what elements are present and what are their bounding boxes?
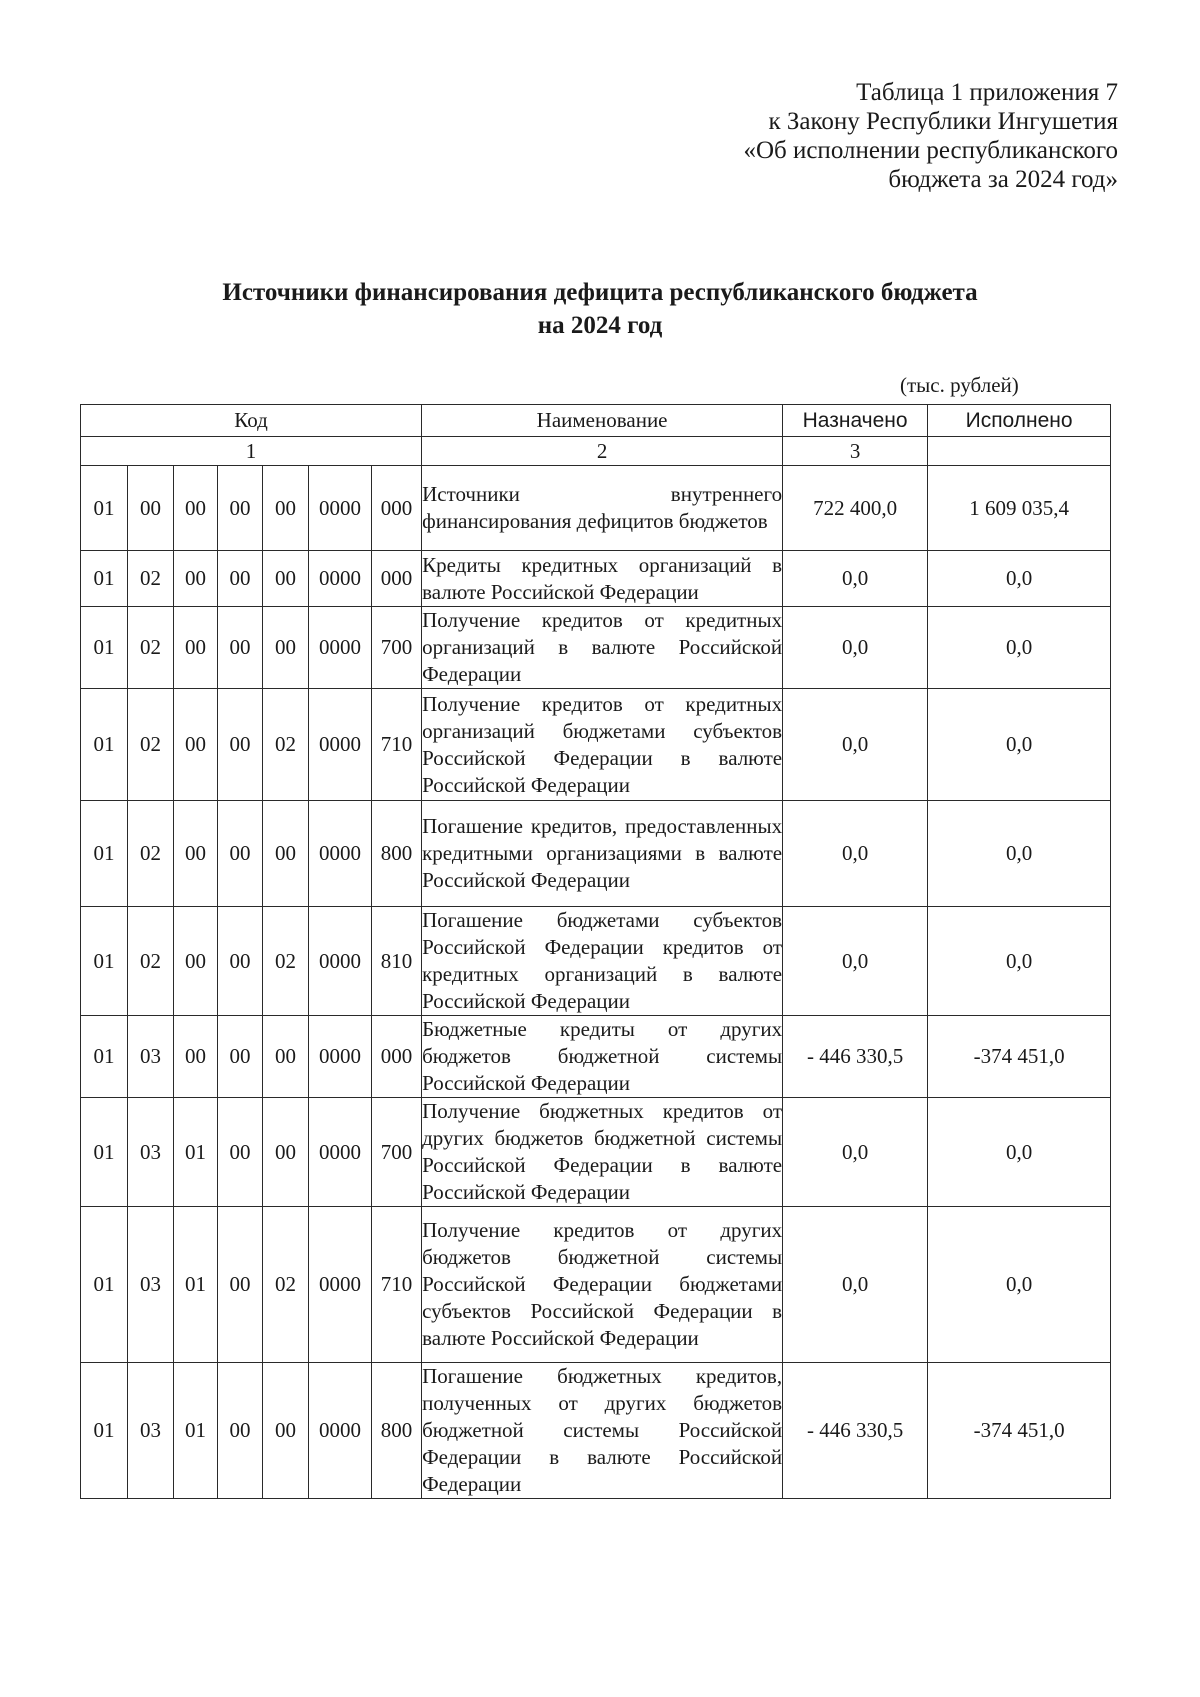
table-row	[81, 1207, 1111, 1363]
row-executed-value: 0,0	[928, 907, 1111, 1016]
code-segment-3: 00	[174, 907, 218, 1016]
code-segment-4: 00	[218, 1016, 263, 1098]
code-segment-4: 00	[218, 801, 263, 907]
row-name: Погашение кредитов, предоставленных кредитными организациями в валюте Российской Федерации	[422, 801, 783, 907]
column-number-planned: 3	[783, 437, 928, 466]
code-segment-1: 01	[81, 907, 128, 1016]
row-name: Получение кредитов от других бюджетов бюджетной системы Российской Федерации бюджетами субъектов Российской Федерации в валюте Российской Федерации	[422, 1207, 783, 1363]
row-planned-value: - 446 330,5	[783, 1363, 928, 1499]
code-segment-6: 0000	[309, 907, 372, 1016]
table-row	[81, 1098, 1111, 1207]
code-segment-7: 000	[372, 1016, 422, 1098]
code-segment-3: 00	[174, 1016, 218, 1098]
table-header-row	[81, 405, 1111, 437]
code-segment-6: 0000	[309, 1207, 372, 1363]
code-segment-1: 01	[81, 1098, 128, 1207]
row-name: Источники внутреннего финансирования дефицитов бюджетов	[422, 466, 783, 551]
column-number-row	[81, 437, 1111, 466]
row-executed-value: 0,0	[928, 551, 1111, 607]
header-planned: Назначено	[783, 405, 928, 437]
document-title-line-1: Источники финансирования дефицита республиканского бюджета	[222, 279, 978, 306]
code-segment-5: 00	[263, 551, 309, 607]
code-segment-6: 0000	[309, 607, 372, 689]
code-segment-1: 01	[81, 1363, 128, 1499]
table-row	[81, 907, 1111, 1016]
row-executed-value: 0,0	[928, 801, 1111, 907]
code-segment-6: 0000	[309, 1016, 372, 1098]
appendix-header-line-1: Таблица 1 приложения 7	[856, 79, 1118, 106]
row-executed-value: -374 451,0	[928, 1016, 1111, 1098]
table-row	[81, 1363, 1111, 1499]
financing-sources-table	[80, 404, 1111, 1499]
column-number-name: 2	[422, 437, 783, 466]
code-segment-2: 02	[128, 907, 174, 1016]
code-segment-5: 00	[263, 466, 309, 551]
code-segment-3: 00	[174, 689, 218, 801]
row-planned-value: 0,0	[783, 551, 928, 607]
code-segment-1: 01	[81, 466, 128, 551]
table-row	[81, 801, 1111, 907]
code-segment-3: 00	[174, 551, 218, 607]
code-segment-7: 810	[372, 907, 422, 1016]
code-segment-6: 0000	[309, 689, 372, 801]
row-planned-value: 0,0	[783, 801, 928, 907]
table-body	[81, 466, 1111, 1499]
code-segment-3: 00	[174, 466, 218, 551]
code-segment-4: 00	[218, 551, 263, 607]
header-name: Наименование	[422, 405, 783, 437]
code-segment-6: 0000	[309, 1363, 372, 1499]
code-segment-7: 700	[372, 607, 422, 689]
code-segment-6: 0000	[309, 551, 372, 607]
code-segment-2: 00	[128, 466, 174, 551]
table-row	[81, 466, 1111, 551]
row-planned-value: 0,0	[783, 907, 928, 1016]
code-segment-5: 02	[263, 907, 309, 1016]
row-executed-value: 0,0	[928, 1207, 1111, 1363]
code-segment-6: 0000	[309, 1098, 372, 1207]
code-segment-7: 800	[372, 801, 422, 907]
code-segment-4: 00	[218, 1098, 263, 1207]
row-planned-value: 0,0	[783, 1098, 928, 1207]
code-segment-7: 000	[372, 551, 422, 607]
row-name: Получение кредитов от кредитных организаций бюджетами субъектов Российской Федерации в валюте Российской Федерации	[422, 689, 783, 801]
table-row	[81, 689, 1111, 801]
row-name: Получение бюджетных кредитов от других бюджетов бюджетной системы Российской Федерации в валюте Российской Федерации	[422, 1098, 783, 1207]
code-segment-4: 00	[218, 689, 263, 801]
code-segment-7: 700	[372, 1098, 422, 1207]
code-segment-4: 00	[218, 1363, 263, 1499]
code-segment-1: 01	[81, 801, 128, 907]
header-code: Код	[81, 405, 422, 437]
header-executed: Исполнено	[928, 405, 1111, 437]
code-segment-2: 03	[128, 1363, 174, 1499]
document-title-line-2: на 2024 год	[537, 312, 663, 339]
document-title	[0, 276, 1200, 342]
code-segment-6: 0000	[309, 801, 372, 907]
code-segment-6: 0000	[309, 466, 372, 551]
code-segment-1: 01	[81, 1016, 128, 1098]
code-segment-2: 02	[128, 551, 174, 607]
code-segment-1: 01	[81, 607, 128, 689]
appendix-header-line-2: к Закону Республики Ингушетия	[768, 108, 1118, 135]
table-row	[81, 1016, 1111, 1098]
code-segment-5: 02	[263, 1207, 309, 1363]
code-segment-2: 02	[128, 689, 174, 801]
row-executed-value: 1 609 035,4	[928, 466, 1111, 551]
code-segment-5: 00	[263, 1098, 309, 1207]
row-name: Погашение бюджетами субъектов Российской Федерации кредитов от кредитных организаций в валюте Российской Федерации	[422, 907, 783, 1016]
code-segment-3: 00	[174, 801, 218, 907]
code-segment-4: 00	[218, 907, 263, 1016]
code-segment-5: 00	[263, 1016, 309, 1098]
code-segment-7: 710	[372, 689, 422, 801]
column-number-code: 1	[81, 437, 422, 466]
code-segment-7: 000	[372, 466, 422, 551]
code-segment-4: 00	[218, 1207, 263, 1363]
row-name: Бюджетные кредиты от других бюджетов бюджетной системы Российской Федерации	[422, 1016, 783, 1098]
code-segment-4: 00	[218, 607, 263, 689]
code-segment-5: 00	[263, 801, 309, 907]
row-planned-value: 722 400,0	[783, 466, 928, 551]
code-segment-7: 710	[372, 1207, 422, 1363]
code-segment-7: 800	[372, 1363, 422, 1499]
row-planned-value: - 446 330,5	[783, 1016, 928, 1098]
appendix-header-line-4: бюджета за 2024 год»	[888, 166, 1118, 193]
code-segment-2: 03	[128, 1016, 174, 1098]
code-segment-3: 00	[174, 607, 218, 689]
row-executed-value: 0,0	[928, 689, 1111, 801]
row-planned-value: 0,0	[783, 607, 928, 689]
row-name: Кредиты кредитных организаций в валюте Российской Федерации	[422, 551, 783, 607]
code-segment-1: 01	[81, 551, 128, 607]
units-label: (тыс. рублей)	[900, 373, 1019, 397]
code-segment-1: 01	[81, 1207, 128, 1363]
appendix-header-line-3: «Об исполнении республиканского	[743, 137, 1118, 164]
code-segment-3: 01	[174, 1207, 218, 1363]
code-segment-1: 01	[81, 689, 128, 801]
code-segment-3: 01	[174, 1098, 218, 1207]
row-executed-value: 0,0	[928, 607, 1111, 689]
code-segment-5: 02	[263, 689, 309, 801]
row-planned-value: 0,0	[783, 1207, 928, 1363]
code-segment-5: 00	[263, 607, 309, 689]
row-name: Погашение бюджетных кредитов, полученных от других бюджетов бюджетной системы Российской Федерации в валюте Российской Федерации	[422, 1363, 783, 1499]
column-number-executed	[928, 437, 1111, 466]
code-segment-2: 03	[128, 1098, 174, 1207]
table-row	[81, 607, 1111, 689]
row-name: Получение кредитов от кредитных организаций в валюте Российской Федерации	[422, 607, 783, 689]
row-executed-value: 0,0	[928, 1098, 1111, 1207]
code-segment-2: 02	[128, 801, 174, 907]
row-executed-value: -374 451,0	[928, 1363, 1111, 1499]
row-planned-value: 0,0	[783, 689, 928, 801]
code-segment-3: 01	[174, 1363, 218, 1499]
code-segment-5: 00	[263, 1363, 309, 1499]
code-segment-2: 03	[128, 1207, 174, 1363]
appendix-header	[743, 78, 1118, 194]
code-segment-2: 02	[128, 607, 174, 689]
table-row	[81, 551, 1111, 607]
code-segment-4: 00	[218, 466, 263, 551]
